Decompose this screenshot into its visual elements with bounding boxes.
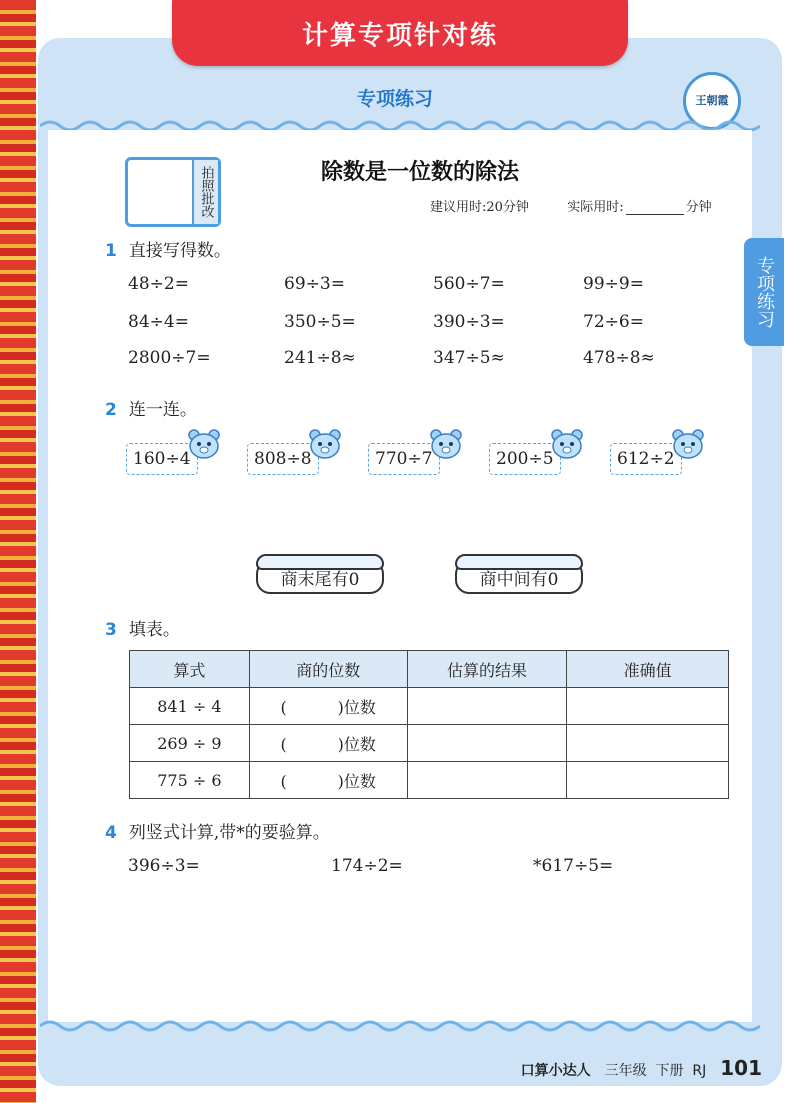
expression-cell: 269 ÷ 9: [130, 725, 250, 762]
exact-cell[interactable]: [567, 762, 729, 799]
match-target[interactable]: 商中间有0: [455, 560, 583, 594]
question-prompt: 直接写得数。: [128, 241, 231, 261]
table-row: [130, 762, 729, 799]
match-target[interactable]: 商末尾有0: [256, 560, 384, 594]
calc-item: 347÷5≈: [433, 348, 505, 368]
expression-cell: 841 ÷ 4: [130, 688, 250, 725]
calc-item: 174÷2=: [331, 856, 403, 876]
section-label: 专项练习: [356, 88, 433, 110]
bear-icon: [428, 428, 464, 460]
match-chip[interactable]: 612÷2: [610, 443, 682, 475]
digits-cell[interactable]: ( )位数: [249, 725, 407, 762]
estimate-cell[interactable]: [407, 725, 567, 762]
suggested-time: 建议用时:20分钟: [430, 200, 529, 215]
calc-item: 560÷7=: [433, 274, 505, 294]
actual-time-label: 实际用时:: [567, 200, 624, 215]
calc-item: 390÷3=: [433, 312, 505, 332]
table-header: 商的位数: [249, 651, 407, 688]
calc-item: 48÷2=: [128, 274, 189, 294]
question-number: 1: [105, 241, 117, 261]
calc-item: 241÷8≈: [284, 348, 356, 368]
exact-cell[interactable]: [567, 725, 729, 762]
digits-cell[interactable]: ( )位数: [249, 688, 407, 725]
banner-title: 计算专项针对练: [172, 0, 628, 66]
actual-time-blank[interactable]: [626, 200, 684, 215]
table-header: 准确值: [567, 651, 729, 688]
question-number: 4: [105, 823, 117, 843]
match-chip[interactable]: 200÷5: [489, 443, 561, 475]
logo-text: 王朝霞: [695, 94, 729, 107]
question-2-heading: [105, 395, 197, 420]
bear-icon: [670, 428, 706, 460]
photo-grading-box[interactable]: [125, 157, 221, 227]
bear-icon: [186, 428, 222, 460]
calc-item: 84÷4=: [128, 312, 189, 332]
page-footer: [521, 1056, 762, 1080]
estimate-cell[interactable]: [407, 688, 567, 725]
calc-item: 2800÷7=: [128, 348, 211, 368]
fill-table: [129, 650, 729, 799]
table-row: [130, 725, 729, 762]
grade-info: 三年级 下册 RJ: [604, 1063, 707, 1079]
exact-cell[interactable]: [567, 688, 729, 725]
digits-cell[interactable]: ( )位数: [249, 762, 407, 799]
question-4-heading: [105, 818, 330, 843]
calc-item: 72÷6=: [583, 312, 644, 332]
decorative-edge-stripes: [0, 0, 36, 1103]
expression-cell: 775 ÷ 6: [130, 762, 250, 799]
calc-item: 99÷9=: [583, 274, 644, 294]
photo-grading-label: 拍照批改: [192, 160, 218, 224]
question-number: 2: [105, 400, 117, 420]
lesson-title: 除数是一位数的除法: [320, 160, 519, 185]
actual-time-unit: 分钟: [685, 200, 712, 215]
calc-item: 69÷3=: [284, 274, 345, 294]
question-1-heading: [105, 236, 231, 261]
bear-icon: [549, 428, 585, 460]
table-row: [130, 688, 729, 725]
calc-item: 350÷5=: [284, 312, 356, 332]
match-chip[interactable]: 160÷4: [126, 443, 198, 475]
calc-item: *617÷5=: [533, 856, 614, 876]
question-prompt: 填表。: [128, 620, 180, 640]
match-chip[interactable]: 770÷7: [368, 443, 440, 475]
match-chip[interactable]: 808÷8: [247, 443, 319, 475]
calc-item: 478÷8≈: [583, 348, 655, 368]
table-header: 估算的结果: [407, 651, 567, 688]
question-3-heading: [105, 615, 180, 640]
side-tab[interactable]: 专项练习: [744, 238, 784, 346]
bear-icon: [307, 428, 343, 460]
wave-border-bottom: [40, 1016, 760, 1036]
question-prompt: 列竖式计算,带*的要验算。: [128, 823, 330, 843]
question-number: 3: [105, 620, 117, 640]
estimate-cell[interactable]: [407, 762, 567, 799]
worksheet-paper: [48, 130, 752, 1022]
page-number: 101: [720, 1056, 762, 1080]
time-row: [430, 196, 712, 215]
book-name: 口算小达人: [520, 1063, 591, 1079]
table-header: 算式: [130, 651, 250, 688]
question-prompt: 连一连。: [128, 400, 197, 420]
calc-item: 396÷3=: [128, 856, 200, 876]
